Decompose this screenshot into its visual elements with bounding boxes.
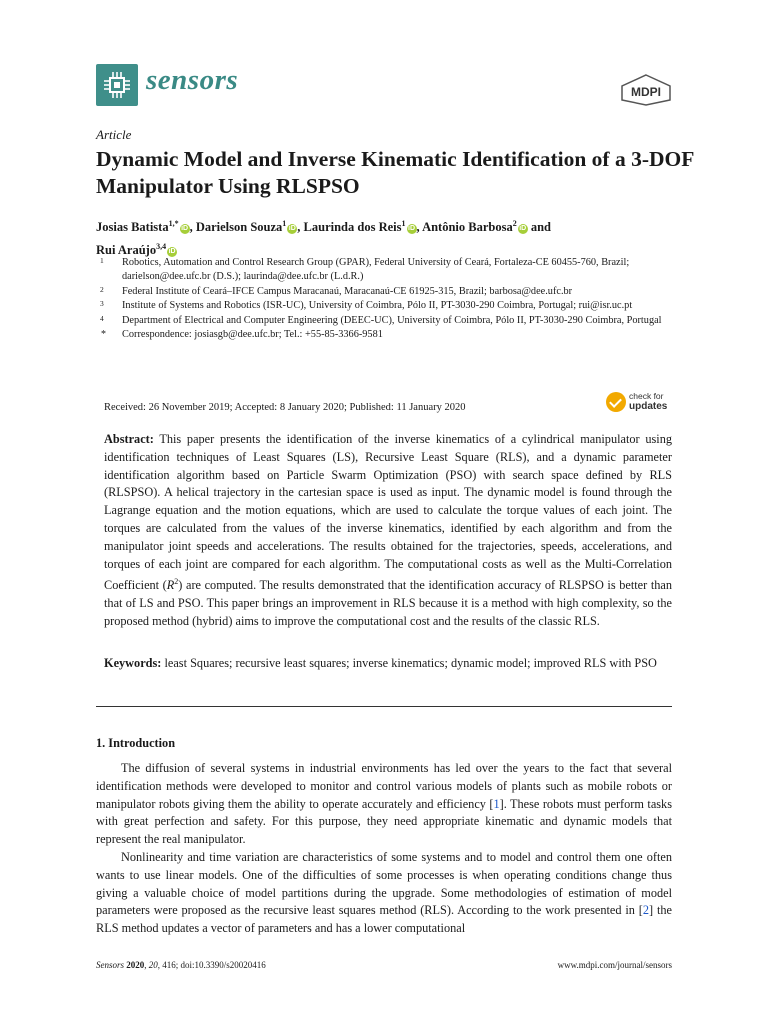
orcid-icon[interactable]: iD bbox=[168, 248, 176, 256]
orcid-icon[interactable]: iD bbox=[519, 225, 527, 233]
footer-journal: Sensors bbox=[96, 960, 125, 970]
correspondence bbox=[96, 328, 676, 342]
author-name: Antônio Barbosa bbox=[422, 220, 513, 235]
journal-logo bbox=[96, 64, 138, 106]
section-heading: 1. Introduction bbox=[96, 736, 176, 750]
orcid-icon[interactable]: iD bbox=[181, 225, 189, 233]
affiliation-number: 3 bbox=[100, 299, 104, 309]
author-name: Rui Araújo bbox=[96, 243, 157, 258]
abstract bbox=[104, 431, 672, 631]
paragraph-text: The diffusion of several systems in industrial environments has led over the years to the fact that several identification methods were developed to monitor and control various models of plants such as mobile robots or manipulator robots giving them the ability to operate accurately and efficiency [ bbox=[96, 761, 672, 811]
footer-url[interactable]: www.mdpi.com/journal/sensors bbox=[557, 960, 672, 970]
orcid-icon[interactable]: iD bbox=[408, 225, 415, 233]
check-badge-line1: check for bbox=[629, 391, 664, 401]
citation-link[interactable]: 2 bbox=[642, 903, 650, 918]
keywords bbox=[104, 655, 672, 673]
author-name: Darielson Souza bbox=[195, 220, 283, 235]
paragraph bbox=[96, 760, 672, 849]
abstract-symbol: R bbox=[166, 578, 175, 593]
author-name: Laurinda dos Reis bbox=[303, 220, 402, 235]
affiliation-text: Institute of Systems and Robotics (ISR-UC), University of Coimbra, Pólo II, PT-3030-290 Coimbra, Portugal; rui@isr.uc.pt bbox=[122, 300, 633, 312]
abstract-label: Abstract: bbox=[104, 432, 154, 446]
author-name: Josias Batista bbox=[96, 220, 169, 235]
footer-doi: , 416; doi:10.3390/s20020416 bbox=[157, 960, 266, 970]
paragraph-text: Nonlinearity and time variation are characteristics of some systems and to model and control them one often wants to use linear models. One of the difficulties of some processes is when operating conditions change thus giving a valuable choice of model partitions during the upgrade. Some methodologies of estimation of model parameters were proposed as the recursive least squares method (RLS). According to the work presented in [ bbox=[96, 849, 672, 918]
article-type: Article bbox=[96, 127, 132, 142]
affiliation-text: Robotics, Automation and Control Research Group (GPAR), Federal University of Ceará, Fortaleza-CE 60455-760, Brazil; darielson@dee.ufc.br (D.S.); laurinda@dee.ufc.br (L.d.R.) bbox=[122, 257, 630, 283]
affiliation-number: 2 bbox=[100, 284, 104, 294]
checkmark-icon bbox=[606, 392, 626, 412]
chip-icon bbox=[102, 70, 132, 100]
footer-volume: 20 bbox=[148, 960, 158, 970]
affiliations bbox=[96, 256, 676, 342]
author-affil-mark: 3,4 bbox=[156, 242, 167, 252]
paragraph-text: ]. These robots must perform tasks with great perfection and safety. For this purpose, they need appropriate kinematic and dynamic models that represent the real manipulator. bbox=[96, 796, 672, 847]
author-affil-mark: 1 bbox=[282, 219, 287, 228]
affiliation-text: Federal Institute of Ceará–IFCE Campus Maracanaú, Maracanaú-CE 61925-315, Brazil; barbosa@dee.ufc.br bbox=[122, 285, 573, 297]
body-text bbox=[96, 760, 672, 938]
affiliation-item bbox=[96, 299, 676, 313]
affiliation-item bbox=[96, 256, 676, 285]
abstract-text-b: ) are computed. The results demonstrated that the identification accuracy of RLSPSO is better than that of LS and PSO. This paper brings an improvement in RLS because it is a method with high complexity, so the proposed method (hybrid) aims to improve the computational cost and the results of the classic RLS. bbox=[104, 578, 672, 629]
journal-name: sensors bbox=[146, 64, 239, 96]
paper-title: Dynamic Model and Inverse Kinematic Identification of a 3-DOF Manipulator Using RLSPSO bbox=[96, 147, 694, 198]
publisher-name: MDPI bbox=[631, 85, 661, 99]
publication-dates: Received: 26 November 2019; Accepted: 8 January 2020; Published: 11 January 2020 bbox=[104, 402, 466, 413]
author-affil-mark: 1 bbox=[401, 219, 406, 228]
author-affil-mark: 1,* bbox=[168, 219, 179, 228]
paragraph-text: ] the RLS method updates a vector of parameters and has a lower computational bbox=[96, 903, 672, 936]
affiliation-item bbox=[96, 314, 676, 328]
author-affil-mark: 2 bbox=[512, 219, 517, 228]
paragraph bbox=[96, 849, 672, 938]
author-list: Josias Batista$^{1,*}$iD , Darielson Souza$^1$iD , Laurinda dos Reis$^1$iD , Antônio Barbosa$^2$iD and Rui Araújo$^{3,4}$iD bbox=[96, 219, 551, 258]
footer-year: 2020 bbox=[126, 960, 145, 970]
keywords-label: Keywords: bbox=[104, 656, 162, 670]
check-for-updates-button[interactable] bbox=[606, 391, 676, 417]
section-divider bbox=[96, 706, 672, 707]
mdpi-logo bbox=[620, 74, 672, 106]
abstract-text-a: This paper presents the identification of the inverse kinematics of a cylindrical manipulator using identification techniques of Least Squares (LS), Recursive Least Square (RLS), and a dynamic parameter identification algorithm based on Particle Swarm Optimization (PSO) with search space defined by RLS (RLSPSO). A helical trajectory in the cartesian space is used as input. The dynamic model is found through the Lagrange equation and the motion equations, which are used to calculate the torque values of each joint. The torques are calculated from the values of the inverse kinematics, identified by each algorithm and from the manipulator joint speeds and accelerations. The results obtained for the trajectories, speeds, accelerations, and torques of each joint are compared for each algorithm. The computational costs as well as the Multi-Correlation Coefficient ( bbox=[104, 432, 672, 593]
affiliation-item bbox=[96, 285, 676, 299]
affiliation-text: Department of Electrical and Computer Engineering (DEEC-UC), University of Coimbra, Pólo II, PT-3030-290 Coimbra, Portugal bbox=[122, 314, 662, 326]
correspondence-mark: * bbox=[101, 329, 106, 341]
correspondence-text: Correspondence: josiasgb@dee.ufc.br; Tel.: +55-85-3366-9581 bbox=[122, 329, 383, 341]
orcid-icon[interactable]: iD bbox=[288, 225, 296, 233]
abstract-exponent: 2 bbox=[174, 577, 179, 587]
citation-link[interactable]: 1 bbox=[493, 796, 500, 811]
affiliation-number: 1 bbox=[100, 256, 104, 265]
footer-citation: Sensors 2020, 20, 416; doi:10.3390/s20020416 bbox=[96, 960, 266, 970]
check-badge-line2: updates bbox=[629, 401, 668, 412]
keywords-text: least Squares; recursive least squares; inverse kinematics; dynamic model; improved RLS with PSO bbox=[164, 656, 657, 670]
author-connector: and bbox=[530, 220, 551, 235]
affiliation-number: 4 bbox=[100, 313, 104, 323]
